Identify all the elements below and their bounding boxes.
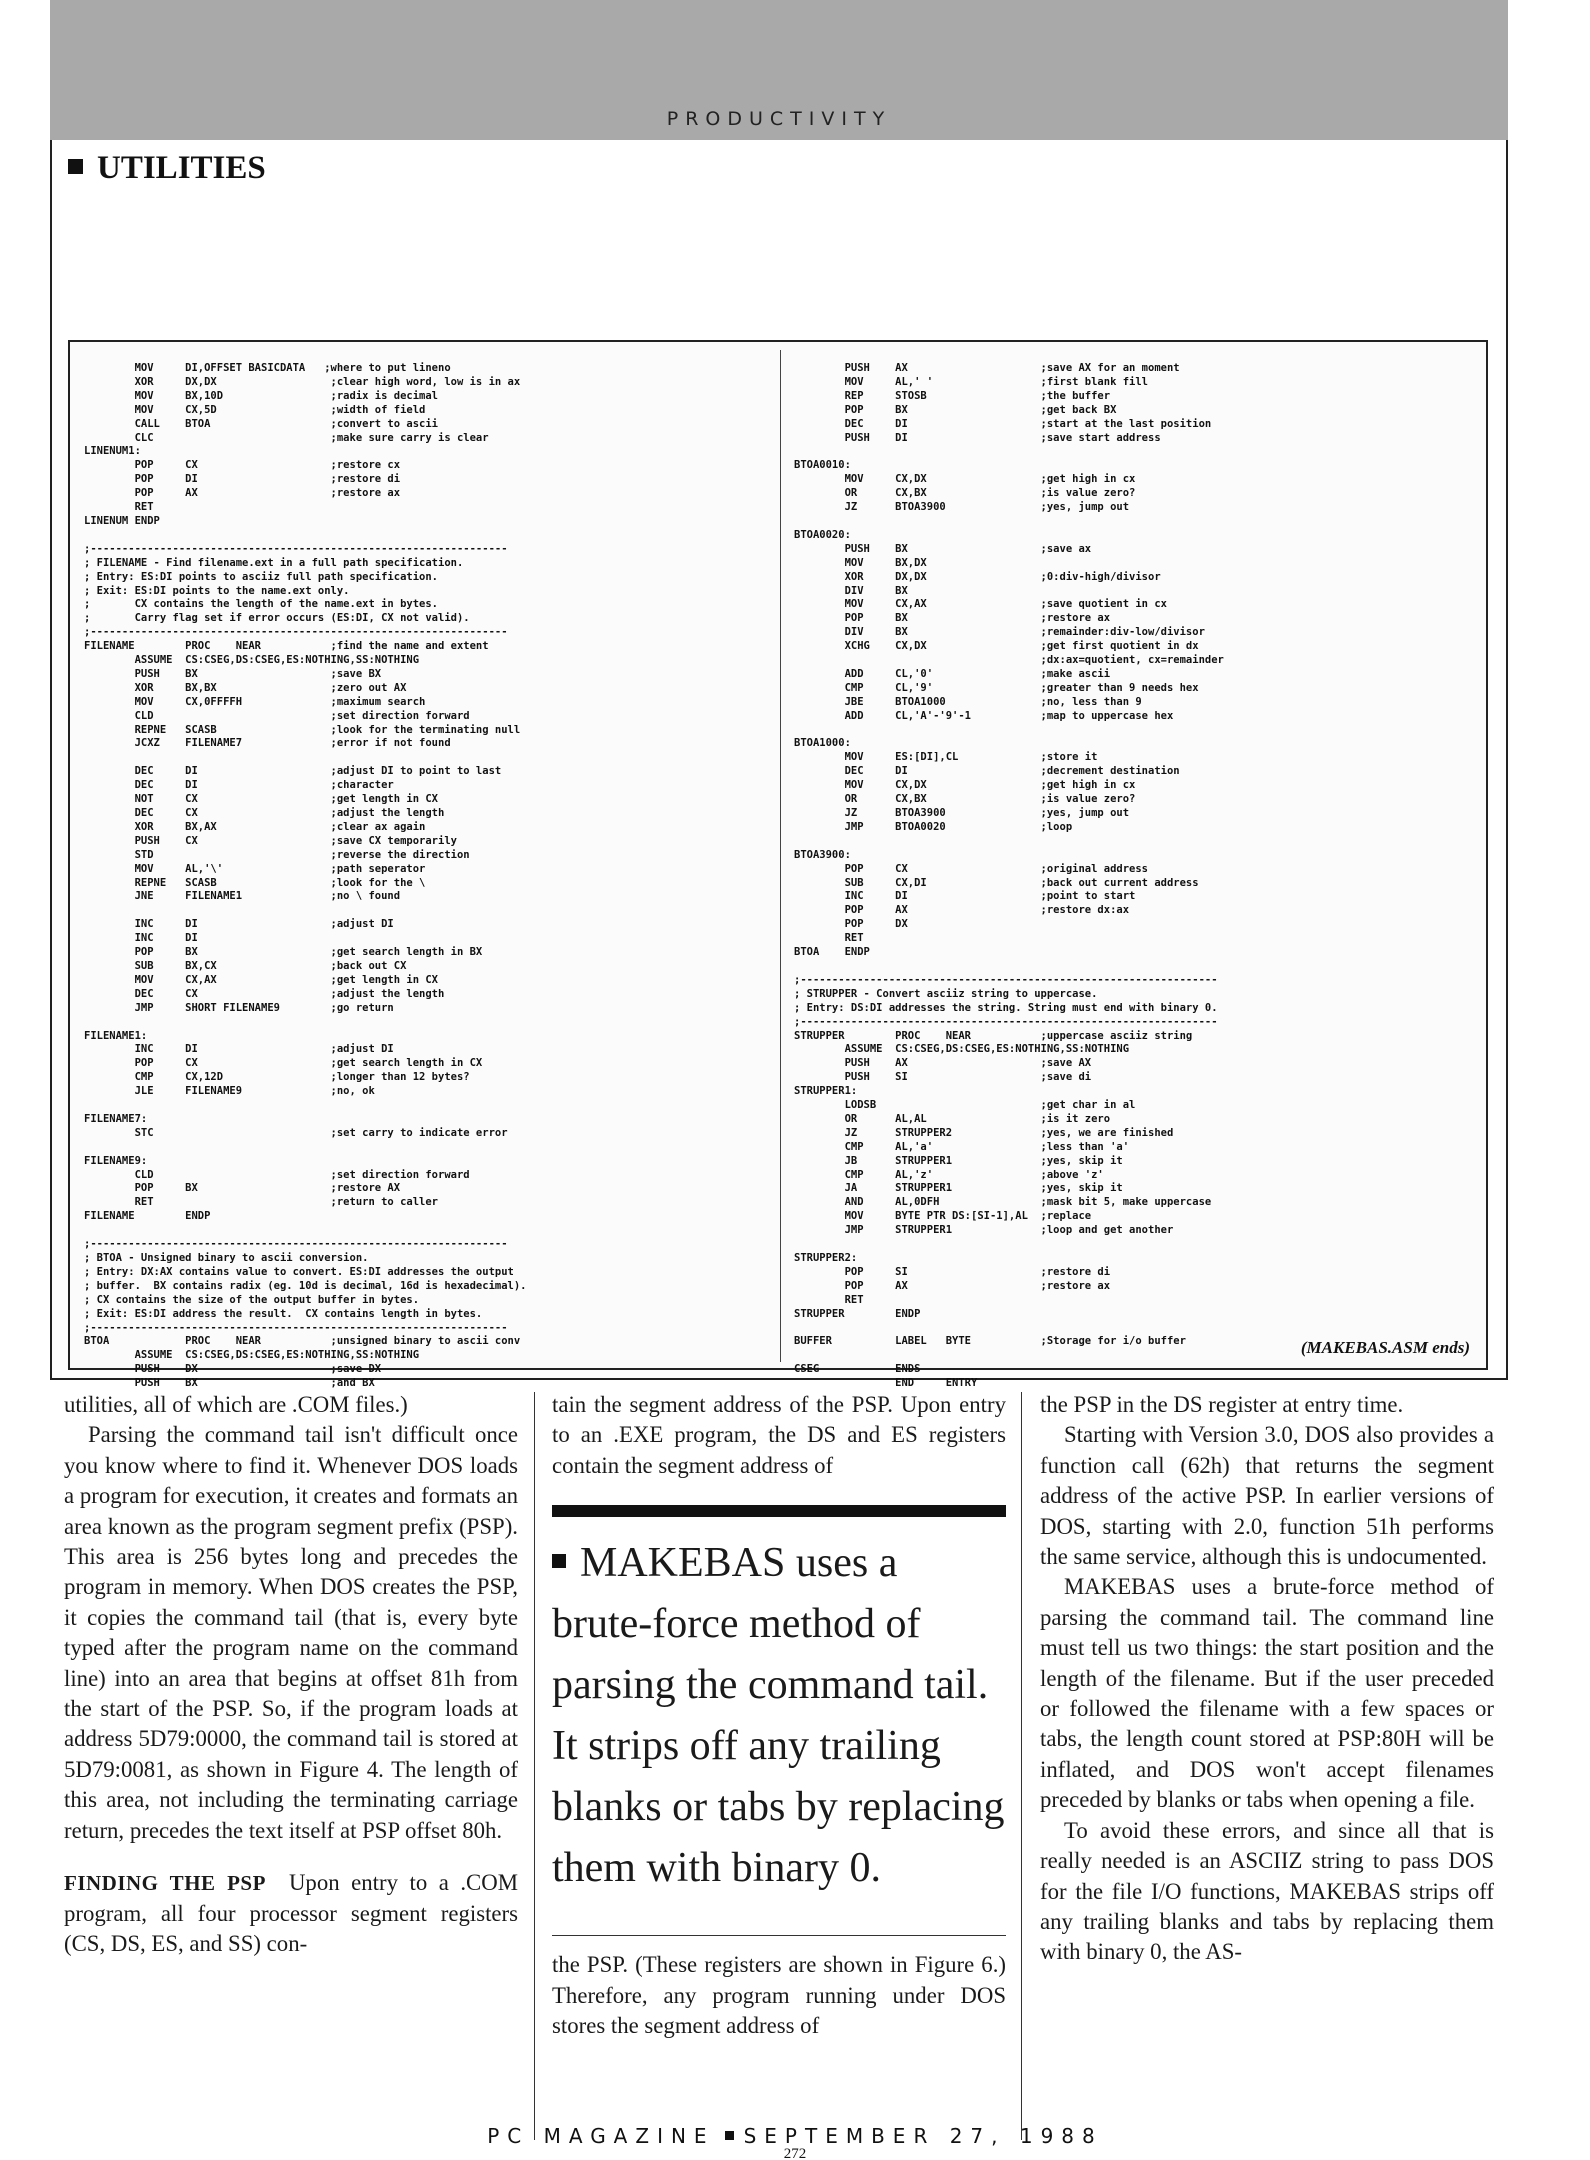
code-column-divider xyxy=(780,350,781,1362)
subhead-finding-the-psp: FINDING THE PSP xyxy=(64,1871,266,1896)
pullquote xyxy=(552,1533,1006,1899)
column-rule-2 xyxy=(1021,1392,1022,2140)
header-band xyxy=(50,0,1508,140)
col1-paragraph-3-text: Upon entry to a .COM program, all four processor segment registers (CS, DS, ES, and SS) con- xyxy=(64,1870,518,1956)
frame-left-rule xyxy=(50,140,52,1380)
article-column-3 xyxy=(1040,1390,1494,1968)
col2-paragraph-1: tain the segment address of the PSP. Upon entry to an .EXE program, the DS and ES registers contain the segment address of xyxy=(552,1392,1006,1478)
pullquote-bottom-rule xyxy=(552,1935,1006,1936)
footer-square-icon xyxy=(725,2131,734,2140)
section-kicker: PRODUCTIVITY xyxy=(666,108,892,130)
col3-paragraph-1: the PSP in the DS register at entry time. xyxy=(1040,1392,1404,1417)
col1-paragraph-3 xyxy=(64,1868,518,1959)
frame-right-rule xyxy=(1506,140,1508,1380)
page-number: 272 xyxy=(783,2146,807,2160)
col3-paragraph-4: To avoid these errors, and since all that is really needed is an ASCIIZ string to pass DOS for the file I/O functions, MAKEBAS strips off any trailing blanks and tabs by replacing them with binary 0, the AS- xyxy=(1040,1817,1494,1965)
col1-paragraph-2: Parsing the command tail isn't difficult once you know where to find it. Whenever DOS loads a program for execution, it creates and formats an area known as the program segment prefix (PSP). This area is 256 bytes long and precedes the program in memory. When DOS creates the PSP, it copies the command tail (that is, every byte typed after the program name on the command line) into an area that begins at offset 81h from the start of the PSP. So, if the program loads at address 5D79:0000, the command tail is stored at 5D79:0081, as shown in Figure 4. The length of this area, not including the terminating carriage return, precedes the text itself at PSP offset 80h. xyxy=(64,1422,518,1843)
article-column-2 xyxy=(552,1390,1006,2041)
col3-paragraph-2: Starting with Version 3.0, DOS also provides a function call (62h) that returns the segment address of the active PSP. In earlier versions of DOS, starting with 2.0, function 51h performs the same service, although this is undocumented. xyxy=(1040,1422,1494,1570)
article-column-1 xyxy=(64,1390,518,1959)
issue-date: SEPTEMBER 27, 1988 xyxy=(743,2124,1103,2148)
column-rule-1 xyxy=(534,1392,535,2140)
code-listing-left: MOV DI,OFFSET BASICDATA ;where to put lineno XOR DX,DX ;clear high word, low is in ax MOV BX,10D ;radix is decimal MOV CX,5D ;width of field CALL BTOA ;convert to ascii CLC ;make sure carry is clear LINENUM1: POP CX ;restore cx POP DI ;restore di POP AX ;restore ax RET LINENUM ENDP ;------------------------------------------------------------------ ; FILENAME - Find filename.ext in a full path specification. ; Entry: ES:DI points to asciiz full path specification. ; Exit: ES:DI points to the name.ext only. ; CX contains the length of the name.ext in bytes. ; Carry flag set if error occurs (ES:DI, CX not valid). ;------------------------------------------------------------------ FILENAME PROC NEAR ;find the name and extent ASSUME CS:CSEG,DS:CSEG,ES:NOTHING,SS:NOTHING PUSH BX ;save BX XOR BX,BX ;zero out AX MOV CX,0FFFFH ;maximum search CLD ;set direction forward REPNE SCASB ;look for the terminating null JCXZ FILENAME7 ;error if not found DEC DI ;adjust DI to point to last DEC DI ;character NOT CX ;get length in CX DEC CX ;adjust the length XOR BX,AX ;clear ax again PUSH CX ;save CX temporarily STD ;reverse the direction MOV AL,'\' ;path seperator REPNE SCASB ;look for the \ JNE FILENAME1 ;no \ found INC DI ;adjust DI INC DI POP BX ;get search length in BX SUB BX,CX ;back out CX MOV CX,AX ;get length in CX DEC CX ;adjust the length JMP SHORT FILENAME9 ;go return FILENAME1: INC DI ;adjust DI POP CX ;get search length in CX CMP CX,12D ;longer than 12 bytes? JLE FILENAME9 ;no, ok FILENAME7: STC ;set carry to indicate error FILENAME9: CLD ;set direction forward POP BX ;restore AX RET ;return to caller FILENAME ENDP ;------------------------------------------------------------------ ; BTOA - Unsigned binary to ascii conversion. ; Entry: DX:AX contains value to convert. ES:DI addresses the output ; buffer. BX contains radix (eg. 10d is decimal, 16d is hexadecimal). ; CX contains the size of the output buffer in bytes. ; Exit: ES:DI address the result. CX contains length in bytes. ;------------------------------------------------------------------ BTOA PROC NEAR ;unsigned binary to ascii conv ASSUME CS:CSEG,DS:CSEG,ES:NOTHING,SS:NOTHING PUSH DX ;save DX PUSH BX ;and BX xyxy=(84,362,527,1390)
bullet-square-icon xyxy=(68,159,83,174)
code-listing-box xyxy=(68,340,1488,1390)
col2-paragraph-2: the PSP. (These registers are shown in Figure 6.) Therefore, any program running under DOS stores the segment address of xyxy=(552,1952,1006,2039)
col3-paragraph-3: MAKEBAS uses a brute-force method of parsing the command tail. The command line must tell us two things: the start position and the length of the filename. But if the user preceded or followed the filename with a few spaces or tabs, the length count stored at PSP:80H will be inflated, and DOS won't accept filenames preceded by blanks or tabs when opening a file. xyxy=(1040,1574,1494,1813)
pullquote-top-rule xyxy=(552,1505,1006,1517)
code-listing-right: PUSH AX ;save AX for an moment MOV AL,' ' ;first blank fill REP STOSB ;the buffer POP BX ;get back BX DEC DI ;start at the last position PUSH DI ;save start address BTOA0010: MOV CX,DX ;get high in cx OR CX,BX ;is value zero? JZ BTOA3900 ;yes, jump out BTOA0020: PUSH BX ;save ax MOV BX,DX XOR DX,DX ;0:div-high/divisor DIV BX MOV CX,AX ;save quotient in cx POP BX ;restore ax DIV BX ;remainder:div-low/divisor XCHG CX,DX ;get first quotient in dx ;dx:ax=quotient, cx=remainder ADD CL,'0' ;make ascii CMP CL,'9' ;greater than 9 needs hex JBE BTOA1000 ;no, less than 9 ADD CL,'A'-'9'-1 ;map to uppercase hex BTOA1000: MOV ES:[DI],CL ;store it DEC DI ;decrement destination MOV CX,DX ;get high in cx OR CX,BX ;is value zero? JZ BTOA3900 ;yes, jump out JMP BTOA0020 ;loop BTOA3900: POP CX ;original address SUB CX,DI ;back out current address INC DI ;point to start POP AX ;restore dx:ax POP DX RET BTOA ENDP ;------------------------------------------------------------------ ; STRUPPER - Convert asciiz string to uppercase. ; Entry: DS:DI addresses the string. String must end with binary 0. ;------------------------------------------------------------------ STRUPPER PROC NEAR ;uppercase asciiz string ASSUME CS:CSEG,DS:CSEG,ES:NOTHING,SS:NOTHING PUSH AX ;save AX PUSH SI ;save di STRUPPER1: LODSB ;get char in al OR AL,AL ;is it zero JZ STRUPPER2 ;yes, we are finished CMP AL,'a' ;less than 'a' JB STRUPPER1 ;yes, skip it CMP AL,'z' ;above 'z' JA STRUPPER1 ;yes, skip it AND AL,0DFH ;mask bit 5, make uppercase MOV BYTE PTR DS:[SI-1],AL ;replace JMP STRUPPER1 ;loop and get another STRUPPER2: POP SI ;restore di POP AX ;restore ax RET STRUPPER ENDP BUFFER LABEL BYTE ;Storage for i/o buffer CSEG ENDS END ENTRY xyxy=(794,362,1224,1390)
section-title-text: UTILITIES xyxy=(97,150,266,186)
section-title xyxy=(68,150,266,187)
pullquote-text: MAKEBAS uses a brute-force method of parsing the command tail. It strips off any trailing blanks or tabs by replacing them with binary 0. xyxy=(552,1540,1005,1892)
paragraph-gap xyxy=(64,1846,518,1868)
col1-paragraph-1: utilities, all of which are .COM files.) xyxy=(64,1392,408,1417)
listing-caption: (MAKEBAS.ASM ends) xyxy=(1300,1338,1470,1357)
page-footer xyxy=(0,2124,1590,2148)
magazine-name: PC MAGAZINE xyxy=(487,2124,715,2148)
bullet-square-icon xyxy=(552,1554,566,1568)
